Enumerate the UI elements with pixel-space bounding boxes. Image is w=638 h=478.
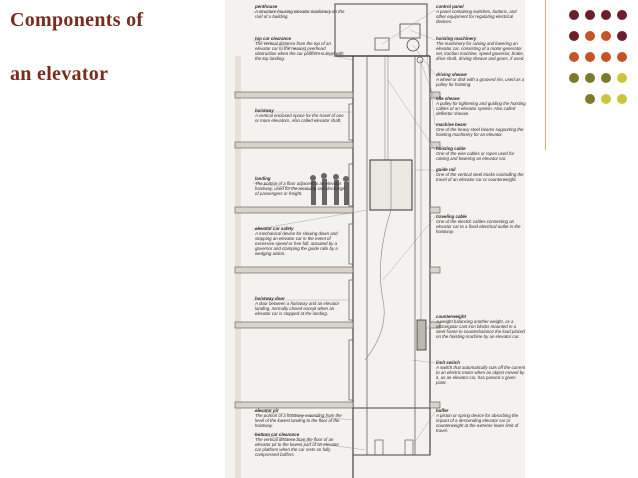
decorative-dot <box>585 10 595 20</box>
label-limit-switch: limit switch A switch that automatically cuts off the current to an electric motor when an object moved by it, as an elevator car, has passed a given point. <box>436 360 526 385</box>
decorative-dot <box>617 94 627 104</box>
label-counterweight: counterweight A weight balancing another weight, as a rectangular cast iron blocks mounted in a steel frame to counterbalance the load placed on the hoisting machine by an elevator car. <box>436 314 525 339</box>
label-landing: landing The portion of a floor adjacent to an elevator hoistway, used for the receiving and discharge of passengers or freight. <box>255 176 345 196</box>
label-idle-sheave: idle sheave A pulley for tightening and guiding the hoisting cables of an elevator system. Also called deflector sheave. <box>436 96 526 116</box>
label-driving-sheave: driving sheave A wheel or disk with a grooved rim, used as a pulley for hoisting. <box>436 72 525 87</box>
decorative-dot <box>585 52 595 62</box>
decorative-dot <box>617 10 627 20</box>
label-machine-beam: machine beam One of the heavy steel beams supporting the hoisting machinery for an elevator. <box>436 122 524 137</box>
label-elevator-pit: elevator pit The portion of a hoistway extending from the level of the lowest landing to the floor of the hoistway. <box>255 408 342 428</box>
label-traveling-cable: traveling cable One of the electric cables connecting an elevator car to a fixed electrical outlet in the hoistway. <box>436 214 521 234</box>
decorative-dot <box>569 73 579 83</box>
decorative-dot <box>601 10 611 20</box>
decorative-dot <box>585 31 595 41</box>
accent-divider <box>545 0 546 150</box>
label-hoistway: hoistway A vertical enclosed space for the travel of one or more elevators. Also called elevator shaft. <box>255 108 344 123</box>
decorative-dot <box>617 52 627 62</box>
label-top-car-clearance: top car clearance The vertical distance from the top of an elevator car to the nearest overhead obstruction when the car platform is level with the top landing. <box>255 36 344 61</box>
label-elevator-car-safety: elevator car safety A mechanical device for slowing down and stopping an elevator car in the event of excessive speed or free fall, actuated by a governor and clamping the guide rails by a wedging action. <box>255 226 338 256</box>
label-bottom-car-clearance: bottom car clearance The vertical distance from the floor of an elevator pit to the lowest part of an elevator car platform when the car rests on fully compressed buffers. <box>255 432 339 457</box>
label-hoisting-machinery: hoisting machinery The machinery for raising and lowering an elevator car, consisting of a motor-generator set, traction machine, speed governor, brake, drive shaft, driving sheave and gears, if used. <box>436 36 525 61</box>
decorative-dot <box>585 94 595 104</box>
label-buffer: buffer A piston or spring device for absorbing the impact of a descending elevator car or counterweight at the extreme lower limit of travel. <box>436 408 519 433</box>
decorative-dot-grid <box>569 10 633 118</box>
elevator-diagram <box>225 0 525 478</box>
decorative-dot <box>585 73 595 83</box>
decorative-dot <box>601 52 611 62</box>
counterweight-shape <box>417 320 426 350</box>
label-guide-rail: guide rail One of the vertical steel tracks controlling the travel of an elevator car or counterweight. <box>436 167 524 182</box>
decorative-dot <box>617 73 627 83</box>
slide-title-line-1: Components of <box>10 9 144 31</box>
slide-title-line-2: an elevator <box>10 63 109 85</box>
decorative-dot <box>601 31 611 41</box>
label-hoistway-door: hoistway door A door between a hoistway and an elevator landing, normally closed except when an elevator car is stopped at the landing. <box>255 296 340 316</box>
traveling-cable-shape <box>365 210 391 360</box>
label-penthouse: penthouse A structure housing elevator machinery on the roof of a building. <box>255 4 345 19</box>
label-control-panel: control panel A panel containing switches, buttons, and other equipment for regulating electrical devices. <box>436 4 517 24</box>
decorative-dot <box>601 94 611 104</box>
decorative-dot <box>617 31 627 41</box>
decorative-dot <box>569 52 579 62</box>
label-hoisting-cable: hoisting cable One of the wire cables or ropes used for raising and lowering an elevator car. <box>436 146 515 161</box>
decorative-dot <box>569 31 579 41</box>
buffer-shape <box>375 440 383 455</box>
decorative-dot <box>569 10 579 20</box>
decorative-dot <box>601 73 611 83</box>
